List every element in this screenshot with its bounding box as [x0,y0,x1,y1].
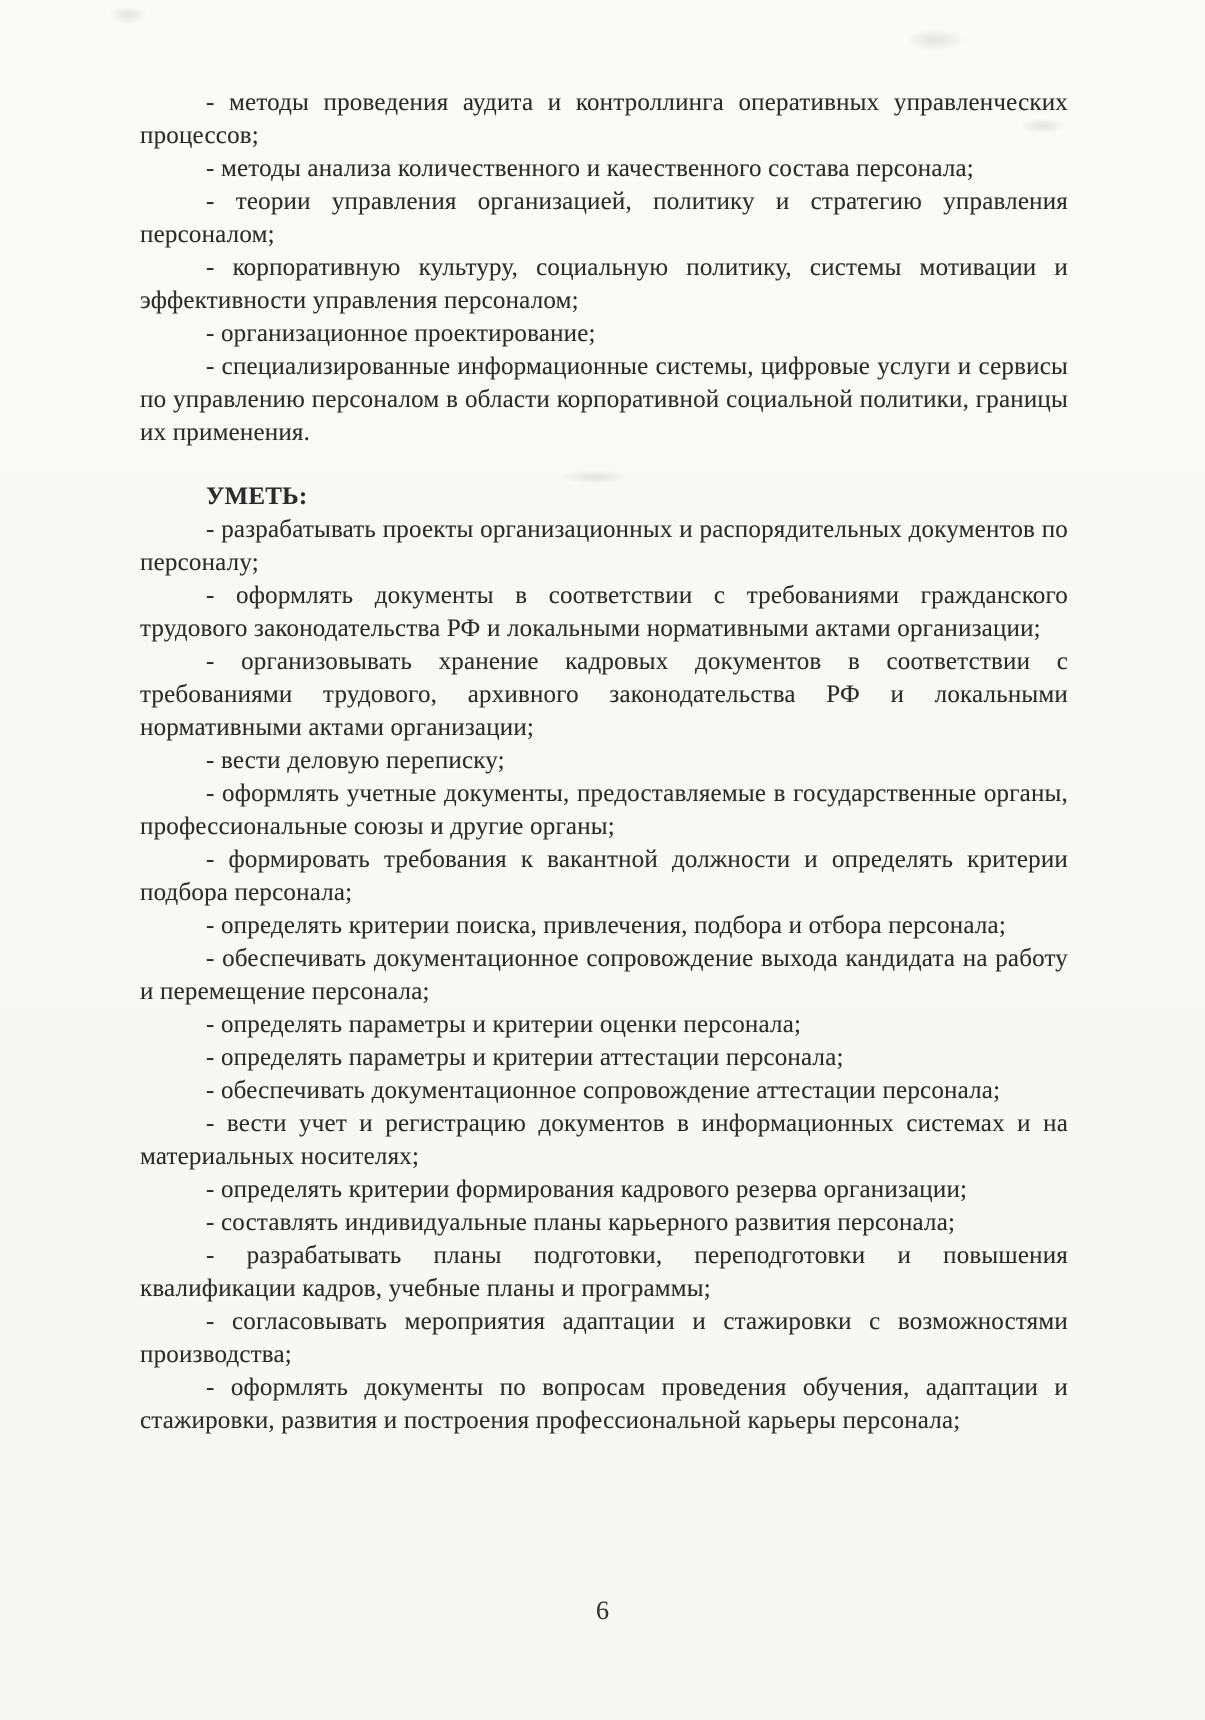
know-section-items [140,86,1068,449]
paragraph: - методы анализа количественного и качественного состава персонала; [206,155,974,182]
page-number: 6 [596,1596,609,1625]
scan-smudge [108,6,148,24]
paragraph: - вести учет и регистрацию документов в информационных системах и на материальных носителях; [140,1110,1068,1170]
paragraph: - организационное проектирование; [206,320,596,347]
paragraph: - согласовывать мероприятия адаптации и стажировки с возможностями производства; [140,1308,1068,1368]
scan-smudge [905,28,965,52]
paragraph: - разрабатывать проекты организационных и распорядительных документов по персоналу; [140,516,1068,576]
paragraph: - определять критерии поиска, привлечения, подбора и отбора персонала; [206,912,1006,939]
paragraph: - определять параметры и критерии аттестации персонала; [206,1044,844,1071]
paragraph: - формировать требования к вакантной должности и определять критерии подбора персонала; [140,846,1068,906]
paragraph: - теории управления организацией, политику и стратегию управления персоналом; [140,188,1068,248]
paragraph: - методы проведения аудита и контроллинга оперативных управленческих процессов; [140,89,1068,149]
paragraph: - специализированные информационные системы, цифровые услуги и сервисы по управлению персоналом в области корпоративной социальной политики, границы их применения. [140,353,1068,446]
paragraph: - оформлять учетные документы, предоставляемые в государственные органы, профессиональные союзы и другие органы; [140,780,1068,840]
paragraph: - корпоративную культуру, социальную политику, системы мотивации и эффективности управления персоналом; [140,254,1068,314]
paragraph: - вести деловую переписку; [206,747,505,774]
paragraph: - составлять индивидуальные планы карьерного развития персонала; [206,1209,956,1236]
page-body-text [140,86,1068,1437]
paragraph: - определять параметры и критерии оценки персонала; [206,1011,802,1038]
paragraph: - организовывать хранение кадровых документов в соответствии с требованиями трудового, архивного законодательства РФ и локальными нормативными актами организации; [140,648,1068,741]
paragraph: - обеспечивать документационное сопровождение выхода кандидата на работу и перемещение персонала; [140,945,1068,1005]
paragraph: - определять критерии формирования кадрового резерва организации; [206,1176,968,1203]
paragraph: - обеспечивать документационное сопровождение аттестации персонала; [206,1077,1001,1104]
paragraph: - оформлять документы по вопросам проведения обучения, адаптации и стажировки, развития и построения профессиональной карьеры персонала; [140,1374,1068,1434]
paragraph: - оформлять документы в соответствии с требованиями гражданского трудового законодательства РФ и локальными нормативными актами организации; [140,582,1068,642]
paragraph: - разрабатывать планы подготовки, переподготовки и повышения квалификации кадров, учебные планы и программы; [140,1242,1068,1302]
umet-section-items [140,513,1068,1437]
umet-heading: УМЕТЬ: [206,483,308,510]
